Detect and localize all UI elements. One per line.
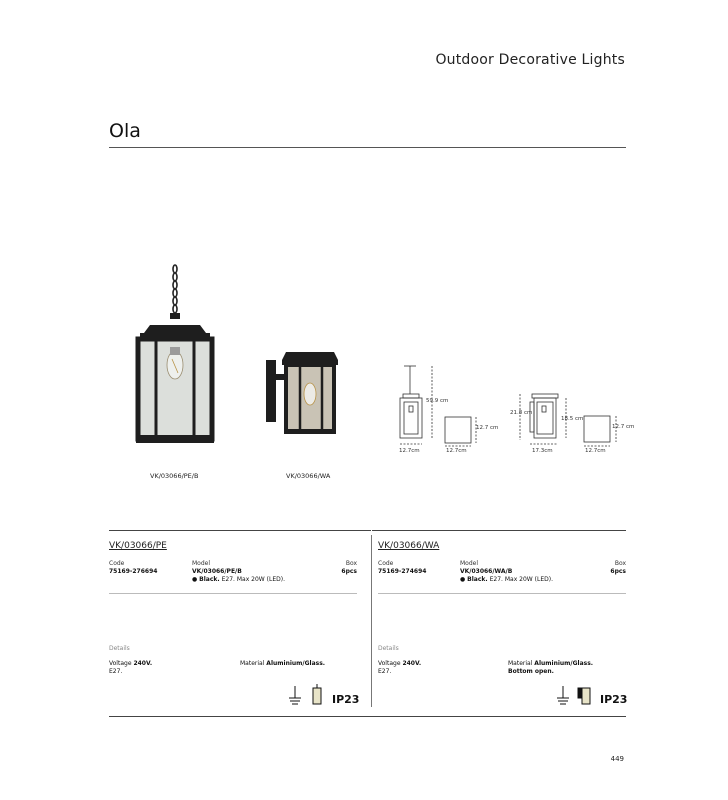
block-separator	[371, 535, 372, 707]
code-label: Code	[109, 560, 125, 567]
pendant-lamp-image	[130, 263, 220, 463]
wall-body-height-label: 18.5 cm	[561, 416, 584, 422]
socket-value: E27.	[109, 668, 123, 675]
box-value: 6pcs	[341, 568, 357, 575]
block-rule-pendant	[109, 530, 371, 531]
block-icons-pendant	[288, 684, 328, 706]
block-rule-wall	[372, 530, 626, 531]
model-value: VK/03066/PE/B	[192, 568, 242, 575]
variant-desc: E27. Max 20W (LED).	[489, 576, 553, 583]
material-extra: Bottom open.	[508, 668, 554, 675]
material-value: Aluminium/Glass.	[266, 660, 326, 667]
block-title-wall: VK/03066/WA	[378, 541, 440, 551]
wall-height-label: 21.8 cm	[510, 410, 533, 416]
voltage-value: 240V.	[133, 660, 153, 667]
variant-line	[460, 576, 553, 583]
block-thin-rule	[109, 593, 357, 594]
page-number: 449	[610, 755, 624, 763]
pendant-mount-icon	[289, 686, 301, 704]
variant-dot-icon: ●	[460, 576, 466, 583]
code-label: Code	[378, 560, 394, 567]
voltage-line	[378, 660, 421, 667]
model-value: VK/03066/WA/B	[460, 568, 513, 575]
material-label: Material	[508, 660, 533, 667]
wall-width-label: 17.3cm	[532, 448, 553, 454]
pendant-height-label: 59.9 cm	[426, 398, 449, 404]
voltage-value: 240V.	[402, 660, 422, 667]
voltage-label: Voltage	[378, 660, 401, 667]
code-value: 75169-274694	[378, 568, 427, 575]
details-label: Details	[109, 645, 130, 652]
wall-lamp-image	[262, 346, 342, 446]
voltage-label: Voltage	[109, 660, 132, 667]
block-title-pendant: VK/03066/PE	[109, 541, 167, 551]
block-thin-rule	[378, 593, 626, 594]
box-value: 6pcs	[610, 568, 626, 575]
pendant-box-height-label: 12.7 cm	[476, 425, 499, 431]
pendant-dimension-drawing	[390, 362, 500, 457]
pendant-box-width-label: 12.7cm	[446, 448, 467, 454]
variant-line	[192, 576, 285, 583]
material-label: Material	[240, 660, 265, 667]
details-label: Details	[378, 645, 399, 652]
image-label-wall: VK/03066/WA	[286, 472, 331, 480]
variant-color: Black.	[199, 576, 220, 583]
ip-rating: IP23	[332, 693, 360, 706]
box-label: Box	[345, 560, 357, 567]
socket-value: E27.	[378, 668, 392, 675]
voltage-line	[109, 660, 152, 667]
code-value: 75169-276694	[109, 568, 158, 575]
block-icons-wall	[556, 684, 596, 706]
lamp-outline-icon	[313, 684, 321, 704]
bottom-divider	[109, 716, 626, 717]
wall-box-width-label: 12.7cm	[585, 448, 606, 454]
header-divider	[109, 147, 626, 148]
variant-color: Black.	[467, 576, 488, 583]
pendant-width-label: 12.7cm	[399, 448, 420, 454]
material-line	[508, 660, 593, 667]
box-label: Box	[614, 560, 626, 567]
product-name: Ola	[109, 120, 141, 142]
model-label: Model	[192, 560, 211, 567]
wall-mount-icon	[557, 686, 569, 704]
wall-box-height-label: 12.7 cm	[612, 424, 635, 430]
lamp-outline-icon	[578, 688, 590, 704]
model-label: Model	[460, 560, 479, 567]
material-value: Aluminium/Glass.	[534, 660, 594, 667]
image-label-pendant: VK/03066/PE/B	[150, 472, 199, 480]
variant-dot-icon: ●	[192, 576, 198, 583]
wall-dimension-drawing	[508, 388, 635, 458]
variant-desc: E27. Max 20W (LED).	[221, 576, 285, 583]
ip-rating: IP23	[600, 693, 628, 706]
category-title: Outdoor Decorative Lights	[435, 52, 625, 68]
material-line	[240, 660, 325, 667]
